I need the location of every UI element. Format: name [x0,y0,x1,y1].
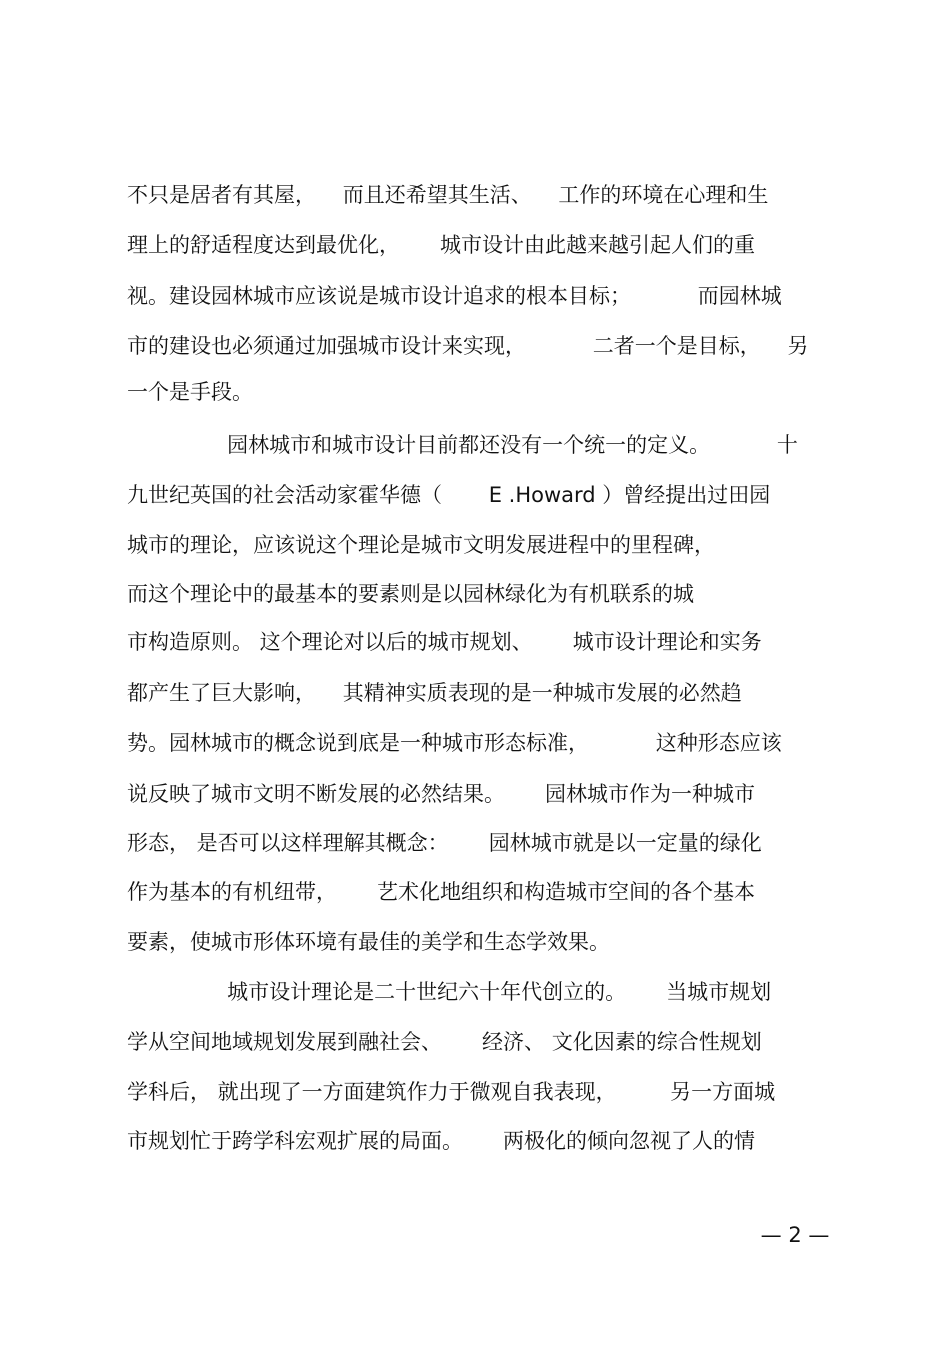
text-line: 要素，使城市形体环境有最佳的美学和生态学效果。 [127,930,610,954]
text-line: 城市的理论，应该说这个理论是城市文明发展进程中的里程碑， [127,533,715,557]
text-line: 市的建设也必须通过加强城市设计来实现， 二者一个是目标， 另 [127,334,809,358]
text-line: 说反映了城市文明不断发展的必然结果。 园林城市作为一种城市 [127,782,756,806]
text-line: 理上的舒适程度达到最优化， 城市设计由此越来越引起人们的重 [127,233,756,257]
text-line: 市构造原则。 这个理论对以后的城市规划、 城市设计理论和实务 [127,630,762,654]
text-line: 而这个理论中的最基本的要素则是以园林绿化为有机联系的城 [127,582,694,606]
text-line: 园林城市和城市设计目前都还没有一个统一的定义。 十 [127,433,798,457]
text-line: 作为基本的有机纽带， 艺术化地组织和构造城市空间的各个基本 [127,880,756,904]
text-line: 一个是手段。 [127,380,253,404]
text-line: 九世纪英国的社会活动家霍华德（ E .Howard ）曾经提出过田园 [127,483,771,507]
text-line: 学科后， 就出现了一方面建筑作力于微观自我表现， 另一方面城 [127,1080,776,1104]
text-line: 学从空间地域规划发展到融社会、 经济、 文化因素的综合性规划 [127,1030,762,1054]
text-line: 视。建设园林城市应该说是城市设计追求的根本目标； 而园林城 [127,284,782,308]
text-line: 不只是居者有其屋， 而且还希望其生活、 工作的环境在心理和生 [127,183,769,207]
page-number: — 2 — [760,1223,830,1247]
text-line: 势。园林城市的概念说到底是一种城市形态标准， 这种形态应该 [127,731,782,755]
text-line: 城市设计理论是二十世纪六十年代创立的。 当城市规划 [127,980,772,1004]
text-line: 市规划忙于跨学科宏观扩展的局面。 两极化的倾向忽视了人的情 [127,1129,756,1153]
text-line: 形态， 是否可以这样理解其概念： 园林城市就是以一定量的绿化 [127,831,762,855]
text-line: 都产生了巨大影响， 其精神实质表现的是一种城市发展的必然趋 [127,681,742,705]
